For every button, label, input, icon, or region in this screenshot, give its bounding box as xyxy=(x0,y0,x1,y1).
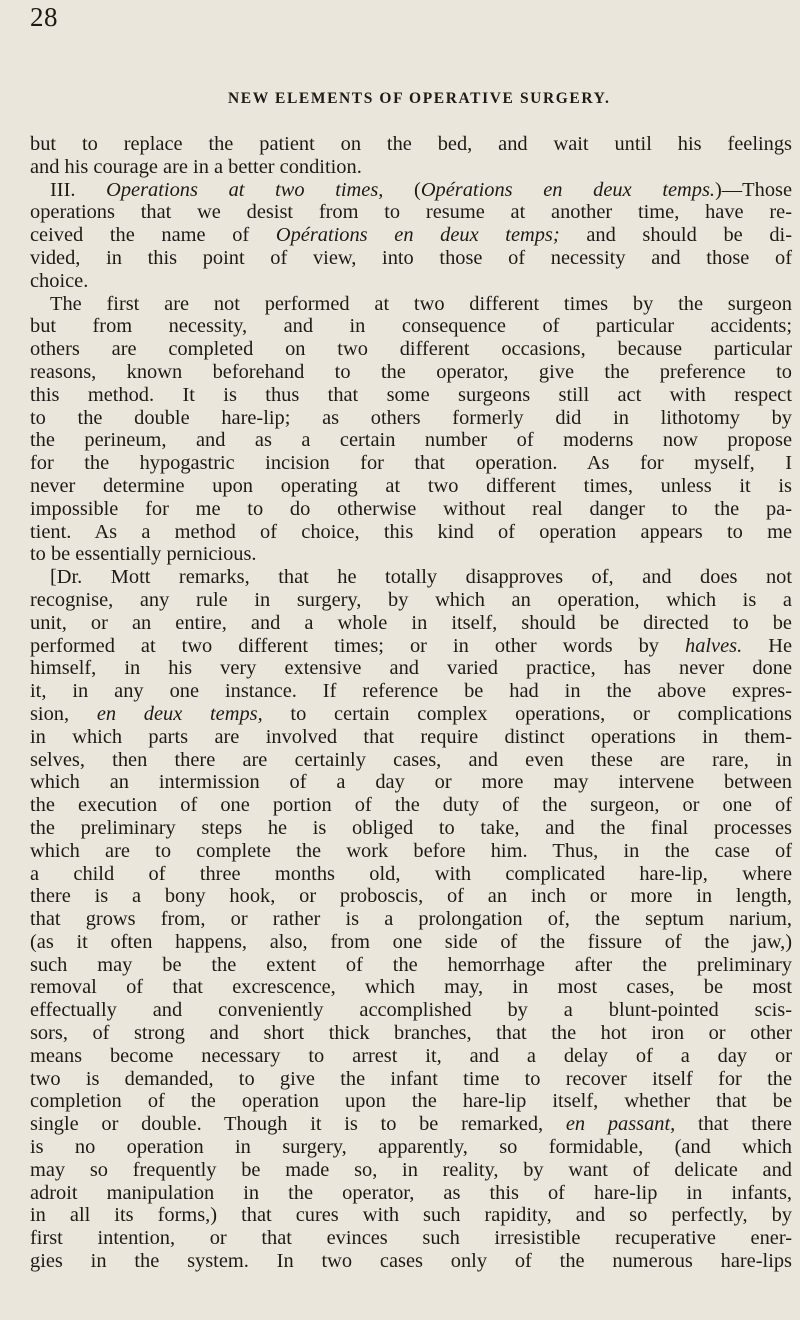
text-line: (as it often happens, also, from one side of the fissure of the jaw,) xyxy=(30,930,792,953)
text-line: single or double. Though it is to be remarked, en passant, that there xyxy=(30,1113,792,1136)
text-line: others are completed on two different occasions, because particular xyxy=(30,338,792,361)
text-line: completion of the operation upon the hare-lip itself, whether that be xyxy=(30,1090,792,1113)
text-line: two is demanded, to give the infant time to recover itself for the xyxy=(30,1067,792,1090)
text-line: sion, en deux temps, to certain complex operations, or complications xyxy=(30,702,792,725)
text-line: is no operation in surgery, apparently, so formidable, (and which xyxy=(30,1136,792,1159)
text-line: which an intermission of a day or more may intervene between xyxy=(30,771,792,794)
text-line: it, in any one instance. If reference be had in the above expres- xyxy=(30,680,792,703)
text-line: choice. xyxy=(30,269,89,292)
text-line: a child of three months old, with complicated hare-lip, where xyxy=(30,862,792,885)
text-line: which are to complete the work before him. Thus, in the case of xyxy=(30,839,792,862)
running-head: NEW ELEMENTS OF OPERATIVE SURGERY. xyxy=(228,90,611,107)
text-line: to be essentially pernicious. xyxy=(30,543,257,566)
text-line: [Dr. Mott remarks, that he totally disapproves of, and does not xyxy=(50,566,792,589)
text-line: performed at two different times; or in other words by halves. He xyxy=(30,634,792,657)
text-line: this method. It is thus that some surgeons still act with respect xyxy=(30,383,792,406)
text-line: the preliminary steps he is obliged to take, and the final processes xyxy=(30,816,792,839)
text-line: to the double hare-lip; as others formerly did in lithotomy by xyxy=(30,406,792,429)
text-line: selves, then there are certainly cases, and even these are rare, in xyxy=(30,748,792,771)
text-line: effectually and conveniently accomplished by a blunt-pointed scis- xyxy=(30,999,792,1022)
text-line: in which parts are involved that require distinct operations in them- xyxy=(30,725,792,748)
text-line: tient. As a method of choice, this kind of operation appears to me xyxy=(30,520,792,543)
text-line: never determine upon operating at two different times, unless it is xyxy=(30,474,792,497)
text-line: The first are not performed at two different times by the surgeon xyxy=(50,292,792,315)
text-line: such may be the extent of the hemorrhage after the preliminary xyxy=(30,953,792,976)
text-line: himself, in his very extensive and varied practice, has never done xyxy=(30,657,792,680)
text-line: there is a bony hook, or proboscis, of an inch or more in length, xyxy=(30,885,792,908)
text-line: in all its forms,) that cures with such rapidity, and so perfectly, by xyxy=(30,1204,792,1227)
text-line: removal of that excrescence, which may, in most cases, be most xyxy=(30,976,792,999)
text-line: means become necessary to arrest it, and a delay of a day or xyxy=(30,1044,792,1067)
text-line: the perineum, and as a certain number of moderns now propose xyxy=(30,429,792,452)
text-line: that grows from, or rather is a prolongation of, the septum narium, xyxy=(30,908,792,931)
text-line: sors, of strong and short thick branches, that the hot iron or other xyxy=(30,1022,792,1045)
text-line: ceived the name of Opérations en deux temps; and should be di- xyxy=(30,224,792,247)
text-line: but to replace the patient on the bed, and wait until his feelings xyxy=(30,133,792,155)
text-line: adroit manipulation in the operator, as this of hare-lip in infants, xyxy=(30,1181,792,1204)
page-number: 28 xyxy=(30,2,58,32)
text-line: gies in the system. In two cases only of the numerous hare-lips xyxy=(30,1250,792,1273)
text-line: first intention, or that evinces such irresistible recuperative ener- xyxy=(30,1227,792,1250)
text-line: reasons, known beforehand to the operator, give the preference to xyxy=(30,360,792,383)
text-line: the execution of one portion of the duty of the surgeon, or one of xyxy=(30,794,792,817)
text-line: vided, in this point of view, into those of necessity and those of xyxy=(30,246,792,269)
text-line: operations that we desist from to resume at another time, have re- xyxy=(30,201,792,224)
text-line: but from necessity, and in consequence of particular accidents; xyxy=(30,315,792,338)
body-text xyxy=(30,133,792,1273)
text-line: recognise, any rule in surgery, by which an operation, which is a xyxy=(30,588,792,611)
text-line: impossible for me to do otherwise without real danger to the pa- xyxy=(30,497,792,520)
text-line: for the hypogastric incision for that operation. As for myself, I xyxy=(30,452,792,475)
text-line: unit, or an entire, and a whole in itself, should be directed to be xyxy=(30,611,792,634)
text-line: and his courage are in a better condition. xyxy=(30,155,362,178)
text-line: may so frequently be made so, in reality, by want of delicate and xyxy=(30,1158,792,1181)
text-line: III. Operations at two times, (Opérations en deux temps.)—Those xyxy=(50,178,792,201)
